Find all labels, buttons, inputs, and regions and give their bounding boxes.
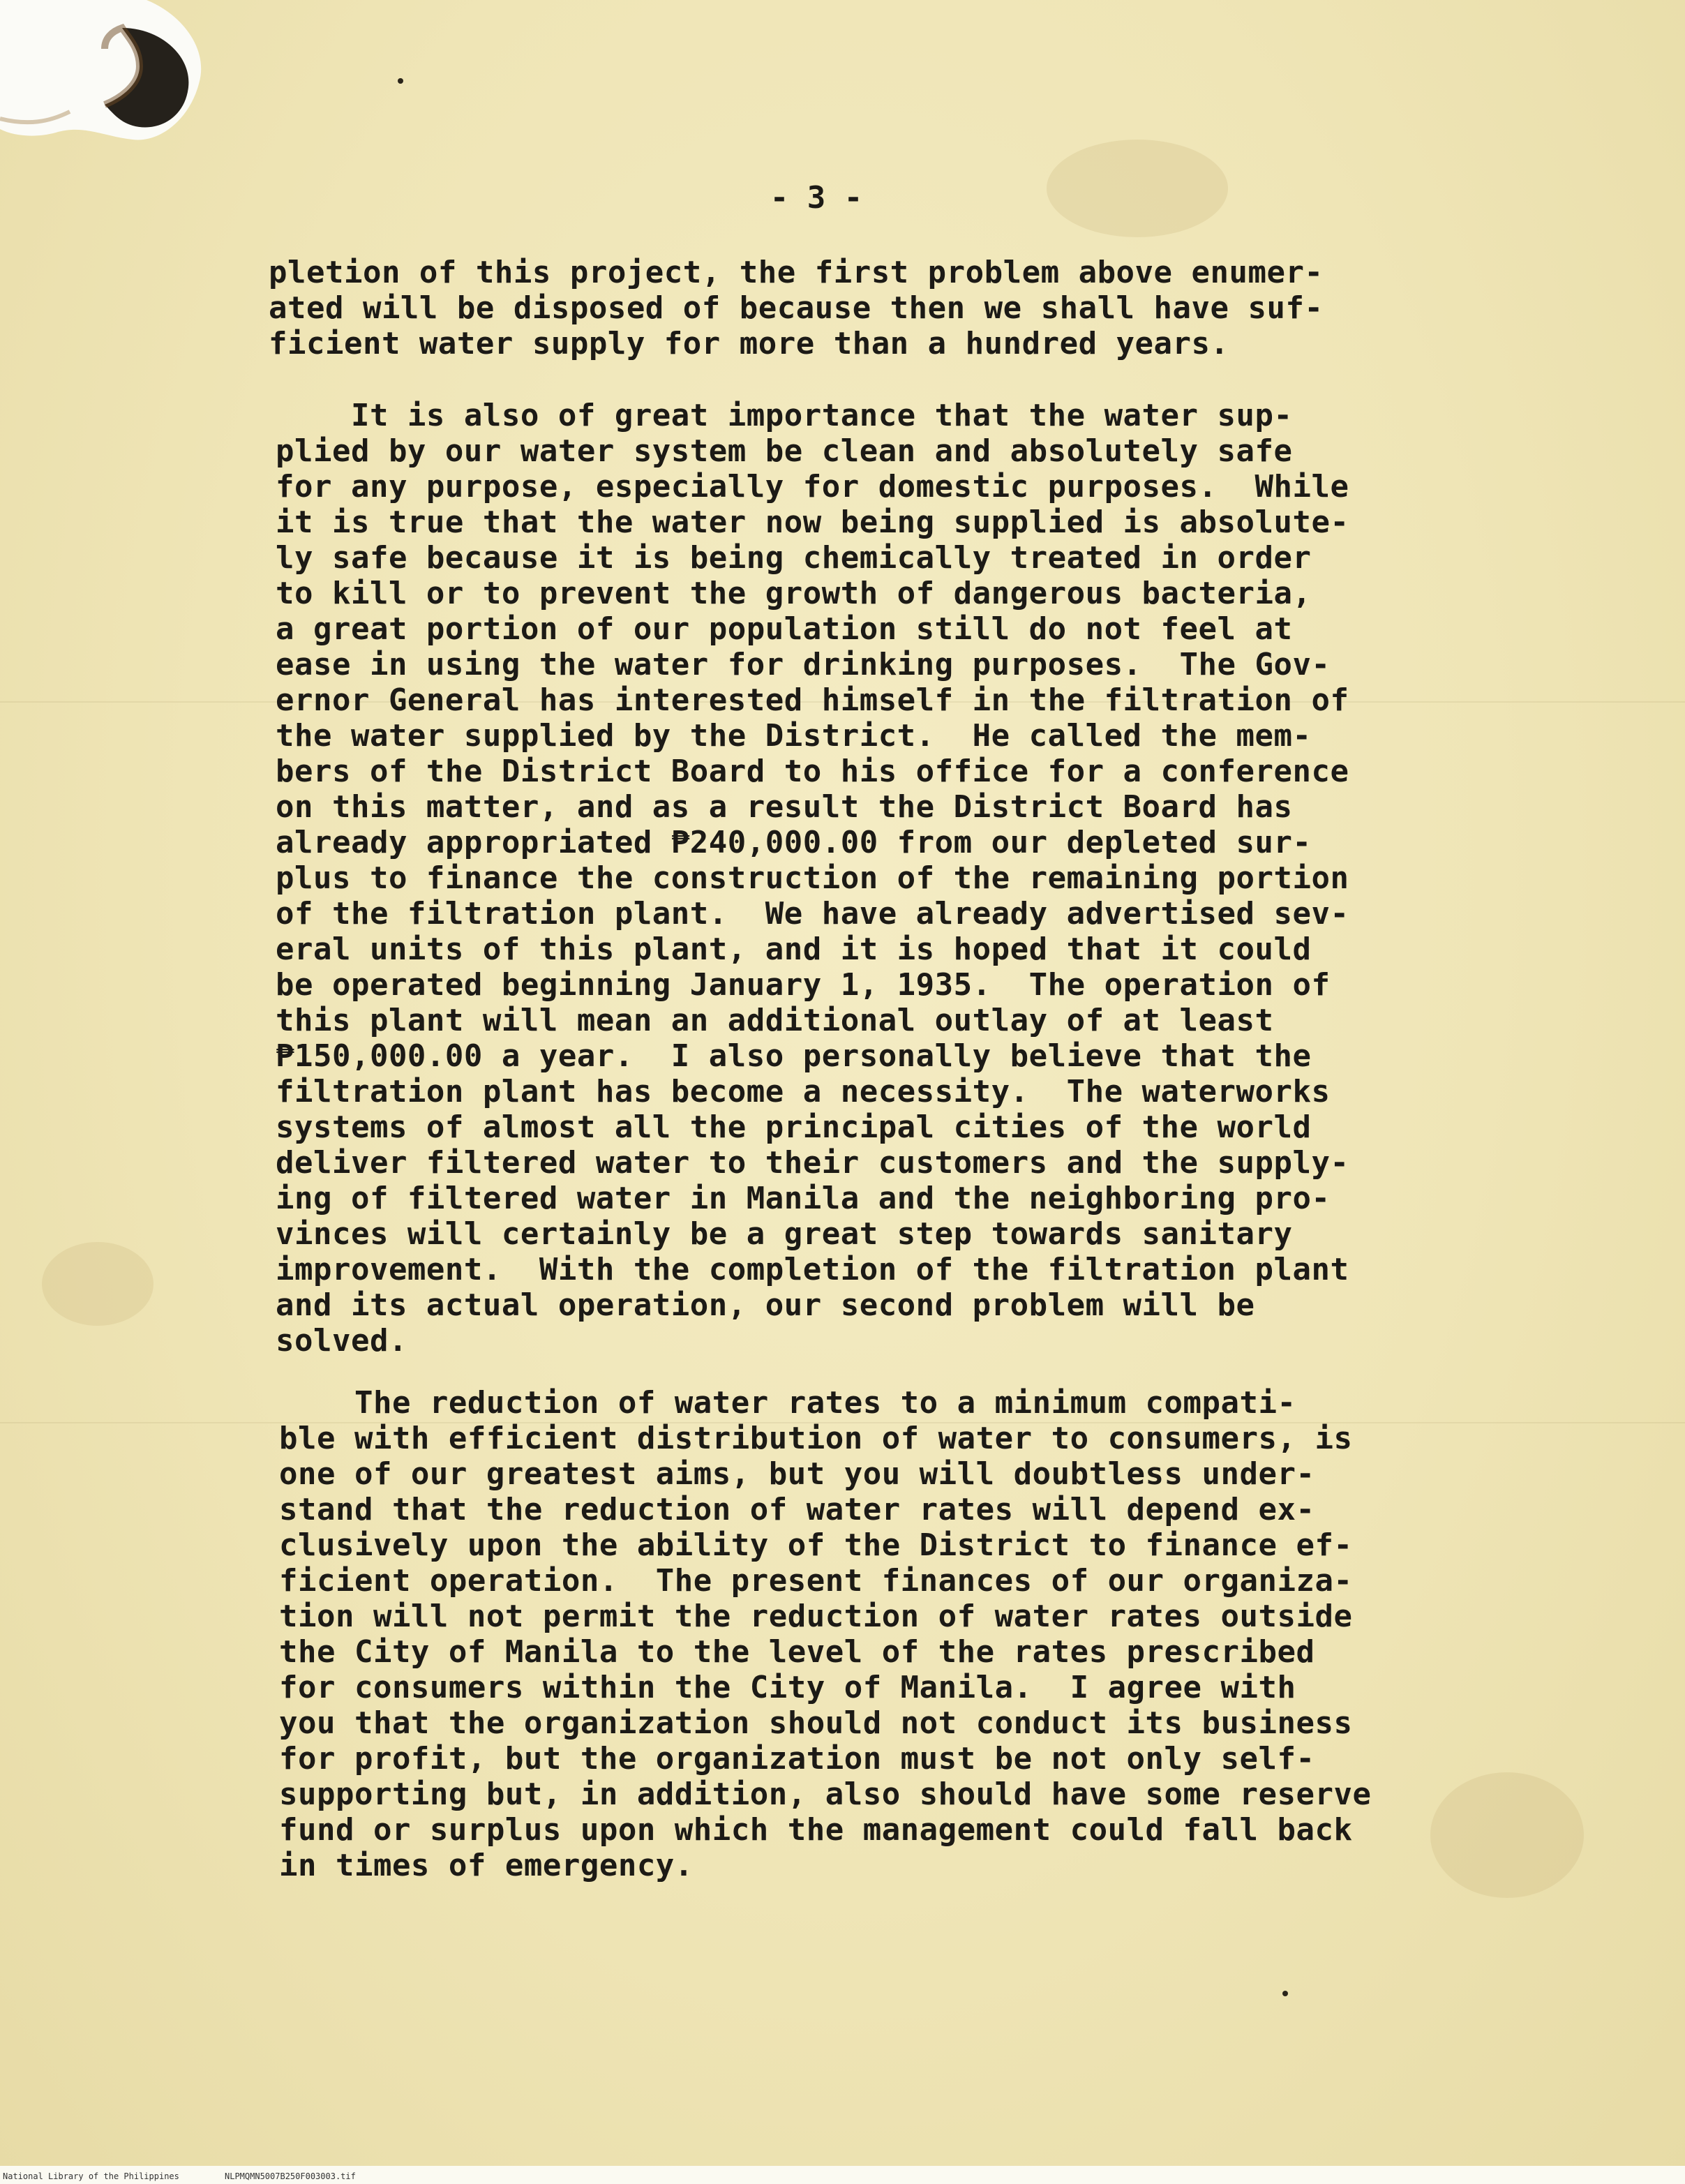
text-line: be operated beginning January 1, 1935. The operation of <box>276 967 1331 1003</box>
text-line: a great portion of our population still do not feel at <box>276 611 1293 647</box>
text-line: It is also of great importance that the water sup- <box>276 398 1293 433</box>
paper-stain <box>1430 1772 1584 1898</box>
text-line: supporting but, in addition, also should have some reserve <box>279 1777 1372 1812</box>
text-line: stand that the reduction of water rates will depend ex- <box>279 1492 1315 1527</box>
paragraph-1 <box>269 255 1323 361</box>
footer-library: National Library of the Philippines <box>3 2171 179 2181</box>
text-line: ernor General has interested himself in the filtration of <box>276 682 1349 718</box>
text-line: The reduction of water rates to a minimum compati- <box>279 1385 1296 1421</box>
text-line: you that the organization should not conduct its business <box>279 1705 1353 1741</box>
text-line: to kill or to prevent the growth of dangerous bacteria, <box>276 576 1312 611</box>
text-line: one of our greatest aims, but you will doubtless under- <box>279 1456 1315 1492</box>
text-line: ing of filtered water in Manila and the neighboring pro- <box>276 1181 1331 1216</box>
text-line: solved. <box>276 1323 407 1359</box>
text-line: on this matter, and as a result the District Board has <box>276 789 1293 825</box>
text-line: the water supplied by the District. He called the mem- <box>276 718 1312 754</box>
text-line: eral units of this plant, and it is hoped that it could <box>276 932 1312 967</box>
text-line: clusively upon the ability of the District to finance ef- <box>279 1527 1353 1563</box>
text-line: in times of emergency. <box>279 1848 694 1883</box>
text-line: plied by our water system be clean and absolutely safe <box>276 433 1293 469</box>
text-line: the City of Manila to the level of the rates prescribed <box>279 1634 1315 1670</box>
text-line: ble with efficient distribution of water to consumers, is <box>279 1421 1353 1456</box>
paragraph-2 <box>276 398 1349 1359</box>
text-line: vinces will certainly be a great step towards sanitary <box>276 1216 1293 1252</box>
text-line: systems of almost all the principal cities of the world <box>276 1109 1312 1145</box>
text-line: and its actual operation, our second problem will be <box>276 1287 1255 1323</box>
text-line: ease in using the water for drinking purposes. The Gov- <box>276 647 1331 682</box>
paper-stain <box>42 1242 153 1326</box>
paragraph-3 <box>279 1385 1371 1883</box>
text-line: tion will not permit the reduction of water rates outside <box>279 1599 1353 1634</box>
footer-file-id: NLPMQMN5007B250F003003.tif <box>225 2171 356 2181</box>
paper-stain <box>1047 140 1228 237</box>
text-line: ₱150,000.00 a year. I also personally believe that the <box>276 1038 1312 1074</box>
page-number: - 3 - <box>770 180 863 216</box>
ink-speck <box>398 78 403 84</box>
ink-speck <box>1282 1991 1288 1996</box>
text-line: improvement. With the completion of the filtration plant <box>276 1252 1349 1287</box>
text-line: ly safe because it is being chemically treated in order <box>276 540 1312 576</box>
text-line: ated will be disposed of because then we shall have suf- <box>269 290 1324 326</box>
text-line: for any purpose, especially for domestic purposes. While <box>276 469 1349 504</box>
text-line: pletion of this project, the first problem above enumer- <box>269 255 1324 290</box>
text-line: deliver filtered water to their customers and the supply- <box>276 1145 1349 1181</box>
text-line: plus to finance the construction of the remaining portion <box>276 860 1349 896</box>
text-line: ficient water supply for more than a hundred years. <box>269 326 1229 361</box>
text-line: filtration plant has become a necessity. The waterworks <box>276 1074 1331 1109</box>
burn-mark <box>0 0 209 154</box>
text-line: fund or surplus upon which the management could fall back <box>279 1812 1353 1848</box>
text-line: of the filtration plant. We have already advertised sev- <box>276 896 1349 932</box>
text-line: it is true that the water now being supplied is absolute- <box>276 504 1349 540</box>
text-line: ficient operation. The present finances of our organiza- <box>279 1563 1353 1599</box>
text-line: for profit, but the organization must be not only self- <box>279 1741 1315 1777</box>
text-line: already appropriated ₱240,000.00 from our depleted sur- <box>276 825 1312 860</box>
text-line: bers of the District Board to his office for a conference <box>276 754 1349 789</box>
text-line: for consumers within the City of Manila. I agree with <box>279 1670 1296 1705</box>
text-line: this plant will mean an additional outlay of at least <box>276 1003 1274 1038</box>
